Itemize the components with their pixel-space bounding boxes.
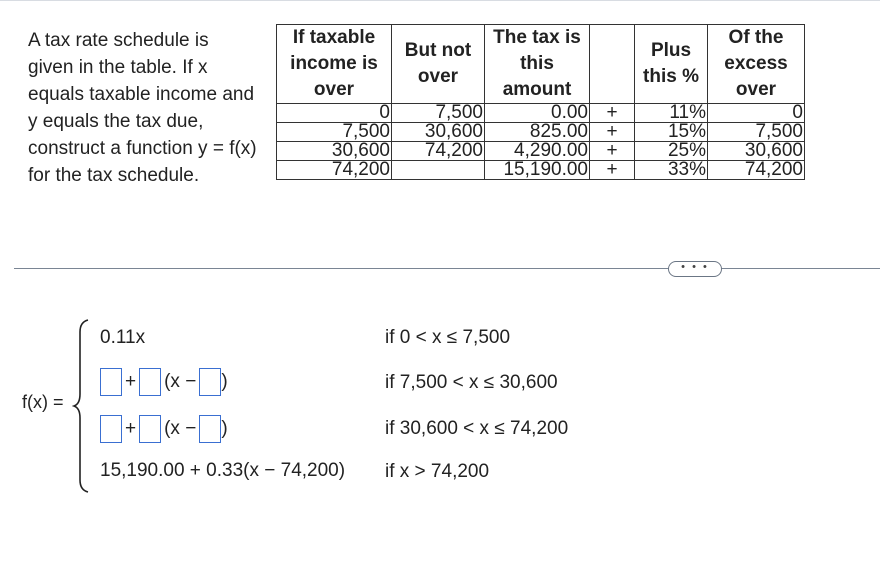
cell-tax-amount: 4,290.00 [485,142,590,161]
cell-percent: 11% [635,104,708,123]
table-row [277,142,805,161]
close-paren: ) [221,418,228,439]
cell-income-over: 30,600 [277,142,392,161]
case2-rate-input[interactable] [139,368,161,396]
cell-excess-over: 7,500 [708,123,805,142]
left-brace-icon [72,318,92,494]
cell-excess-over: 74,200 [708,161,805,180]
cell-but-not-over [392,161,485,180]
cell-income-over: 7,500 [277,123,392,142]
plus-sign: + [125,418,137,439]
case-3-expression [100,415,228,443]
case3-excess-input[interactable] [199,415,221,443]
table-row [277,123,805,142]
case3-base-tax-input[interactable] [100,415,122,443]
case-4-expression: 15,190.00 + 0.33(x − 74,200) [100,460,346,481]
case2-base-tax-input[interactable] [100,368,122,396]
header-excess-over: Of the excess over [708,25,805,104]
cell-percent: 25% [635,142,708,161]
tax-rate-table [276,24,805,180]
header-income-over: If taxable income is over [277,25,392,104]
cell-tax-amount: 825.00 [485,123,590,142]
cell-tax-amount: 0.00 [485,104,590,123]
condition-4: if x > 74,200 [385,461,490,482]
section-divider [14,268,880,269]
open-paren: (x − [164,371,197,392]
case3-rate-input[interactable] [139,415,161,443]
cell-plus: + [590,123,635,142]
cell-plus: + [590,161,635,180]
table-row [277,161,805,180]
cell-but-not-over: 7,500 [392,104,485,123]
cell-but-not-over: 30,600 [392,123,485,142]
open-paren: (x − [164,418,197,439]
header-plus [590,25,635,104]
question-prompt: A tax rate schedule is given in the table. If x equals taxable income and y equals the tax due, construct a function y = f(x) for the tax schedule. [28,30,257,186]
case-2-expression [100,368,228,396]
header-percent: Plus this % [635,25,708,104]
cell-tax-amount: 15,190.00 [485,161,590,180]
header-but-not-over: But not over [392,25,485,104]
cell-plus: + [590,104,635,123]
case2-excess-input[interactable] [199,368,221,396]
table-header-row [277,25,805,104]
cell-percent: 15% [635,123,708,142]
plus-sign: + [125,371,137,392]
function-lhs: f(x) = [22,392,64,412]
cell-income-over: 74,200 [277,161,392,180]
header-tax-amount: The tax is this amount [485,25,590,104]
cell-plus: + [590,142,635,161]
condition-1: if 0 < x ≤ 7,500 [385,327,511,348]
cell-percent: 33% [635,161,708,180]
top-border [0,0,880,1]
condition-2: if 7,500 < x ≤ 30,600 [385,372,558,393]
cell-excess-over: 0 [708,104,805,123]
cell-excess-over: 30,600 [708,142,805,161]
table-row [277,104,805,123]
condition-3: if 30,600 < x ≤ 74,200 [385,418,569,439]
cell-income-over: 0 [277,104,392,123]
case-1-expression: 0.11x [100,327,146,348]
more-options-button[interactable]: • • • [668,261,722,277]
cell-but-not-over: 74,200 [392,142,485,161]
close-paren: ) [221,371,228,392]
